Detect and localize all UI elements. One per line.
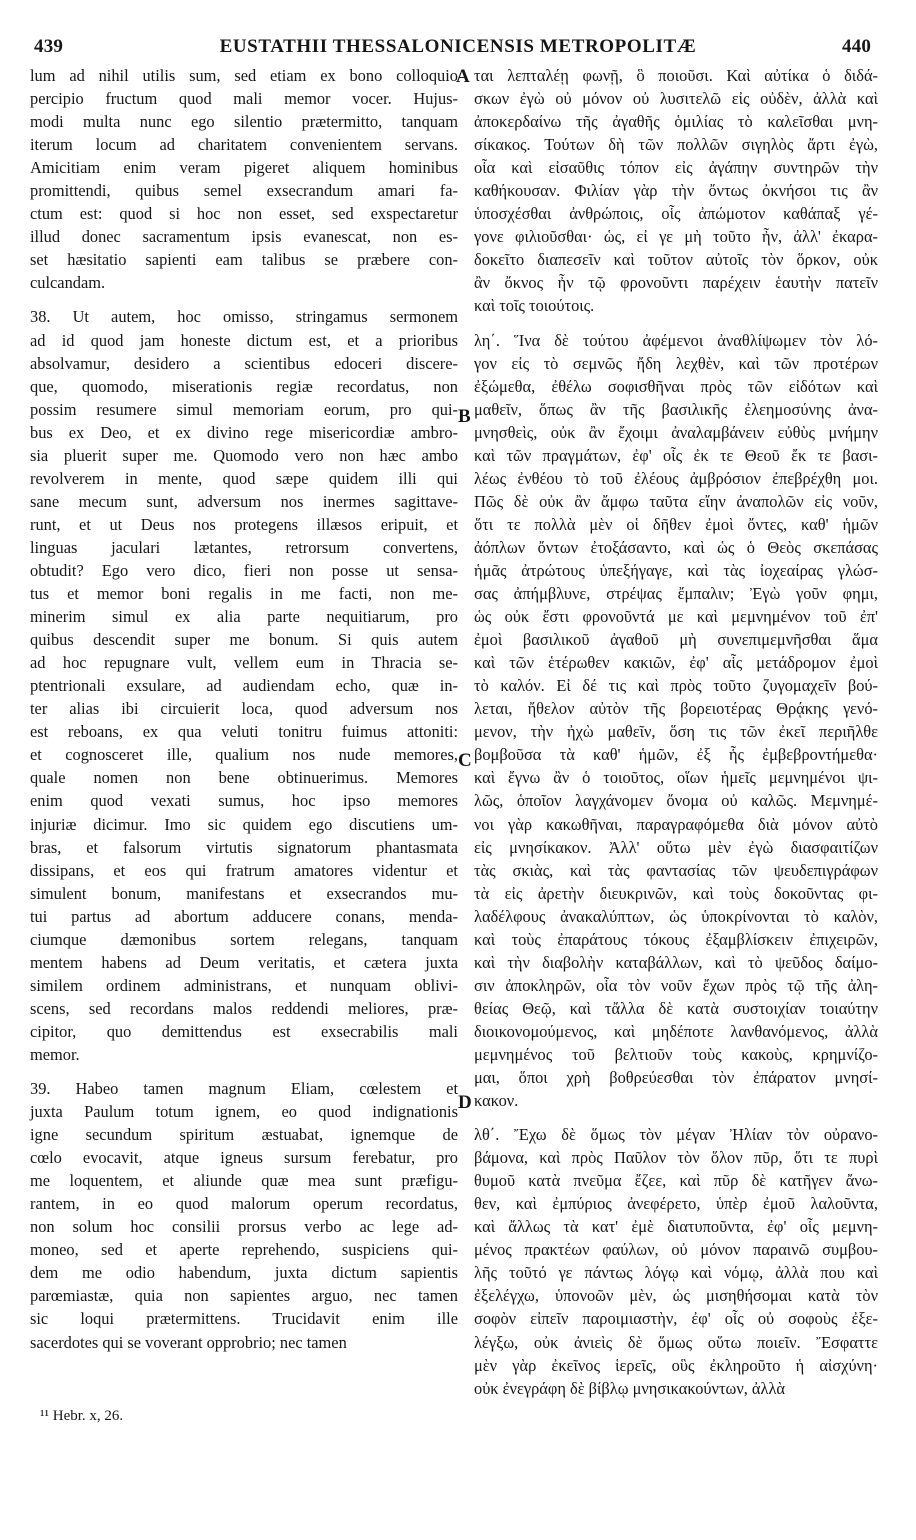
text-line: ὅτι τε πολλὰ μὲν οἱ δῆθεν ἐμοὶ ὄντες, καθ' ἡμῶν [474, 514, 878, 534]
text-line: καὶ τῶν πραγμάτων, ἐφ' οἷς ἐκ τε Θεοῦ ἔκ τε βασι- [474, 445, 878, 465]
text-line: Amicitiam enim veram pigeret aliquem hominibus [30, 158, 458, 178]
text-line: sia pluerit super me. Quomodo vero non hæc ambo [30, 445, 458, 465]
text-line: καὶ τὴν διαβολὴν καταβάλλων, καὶ τὸ ψεῦδος δαίμο- [474, 952, 878, 972]
text-line: iterum locum ad charitatem convenientem servans. [30, 135, 458, 155]
text-line: sic loqui prætermittens. Trucidavit enim ille [30, 1309, 458, 1329]
text-line: possim resumere simul memoriam eorum, pro qui- [30, 399, 458, 419]
text-line: καθήκουσαν. Φιλίαν γὰρ τὴν ὄντως ὀκνήσοι τις ἂν [474, 181, 878, 201]
latin-paragraph [30, 1077, 458, 1354]
text-line: λεται, ἤθελον αὐτὸν τῆς βορειοτέρας Θρᾴκης γενό- [474, 699, 878, 719]
text-line: καὶ ἔγνω ἂν ὁ τοιοῦτος, οἵων ἡμεῖς μεμνημένοι ψι- [474, 768, 878, 788]
text-line: sane mecum sunt, adversum nos inermes sagittave- [30, 491, 458, 511]
text-line: δοκεῖτο διαπεσεῖν καὶ τοῦτον αὐτοῖς τὸν ὅρκον, οὐκ [474, 250, 878, 270]
text-line: σοφὸν εἰπεῖν παροιμιαστὴν, ἐφ' οἷς οὐ σοφοὺς ἐξε- [474, 1309, 878, 1329]
text-line: λῶς, ὁποῖον λαγχάνομεν ὄνομα οὐ καλῶς. Μεμνημέ- [474, 791, 878, 811]
latin-paragraph [30, 64, 458, 294]
text-line: σας ἀπήμβλυνε, στρέψας ἔμπαλιν; Ἐγὼ γοῦν φημι, [474, 584, 878, 604]
text-line: enim quod vexati sumus, hoc ipso memores [30, 791, 458, 811]
text-line: ἡμᾶς ἀτρώτους ὑπεξήγαγε, καὶ τὰς ἰοχεαίρας γλώσ- [474, 560, 878, 580]
text-line: ἐμοὶ βασιλικοῦ ἀγαθοῦ μὴ συνεπιμεμνῆσθαι ἅμα [474, 630, 878, 650]
text-line: νοι γὰρ κακωθῆναι, παραγραφόμεθα διὰ μόνον αὐτὸ [474, 814, 878, 834]
text-line: 38. Ut autem, hoc omisso, stringamus sermonem [30, 307, 458, 327]
text-line: Πῶς δὲ οὐκ ἂν ἄμφω ταῦτα εἴην ἀναπολῶν εἰς νοῦν, [474, 491, 878, 511]
text-line: me loquentem, et aliunde quæ mea sunt præfigu- [30, 1171, 458, 1191]
paragraph-spacer [474, 318, 878, 329]
text-line: modi multa nunc ego silentio prætermitto, tanquam [30, 112, 458, 132]
text-line: μεμνημένος τοῦ βελτιοῦν τοὺς κακοὺς, κρημνίζο- [474, 1044, 878, 1064]
text-line: quibus descendit super me bonum. Si quis autem [30, 630, 458, 650]
text-line: memor. [30, 1044, 80, 1064]
text-line: sacerdotes qui se voverant opprobrio; nec tamen [30, 1332, 347, 1352]
page-number-right: 440 [842, 36, 872, 57]
text-line: tui partus ad abortum adducere conans, menda- [30, 906, 458, 926]
latin-paragraph [30, 305, 458, 1066]
text-line: revolverem in mente, quod sæpe quidem illi qui [30, 468, 458, 488]
text-line: quale nomen non bene obtinuerimus. Memores [30, 768, 458, 788]
text-line: καὶ ἄλλως τὰ κατ' ἐμὲ διατυποῦντα, ἐφ' οἷς μεμνη- [474, 1217, 878, 1237]
text-line: absolvamur, desidero a scientibus edoceri discere- [30, 353, 458, 373]
text-line: set hæsitatio sapienti eam talibus se præbere con- [30, 250, 458, 270]
text-line: ad hoc repugnare vult, vellem eum in Thracia se- [30, 653, 458, 673]
text-line: promittendi, quibus semel exsecrandum amari fa- [30, 181, 458, 201]
text-line: 39. Habeo tamen magnum Eliam, cœlestem et [30, 1079, 458, 1099]
text-line: γονε φιλιοῦσθαι· ὡς, εἰ γε μὴ τοῦτο ἦν, ἀλλ' ἐκαρα- [474, 227, 878, 247]
text-line: λέγξω, οὐκ ἀνιεὶς δὲ ὅμως οὕτω ποιεῖν. Ἔσφαττε [474, 1332, 878, 1352]
text-line: ἀόπλων ὄντων ἐτοξάσαντο, καὶ ὡς ὁ Θεὸς σκεπάσας [474, 537, 878, 557]
text-line: βομβοῦσα τὰ καθ' ἡμῶν, ἐξ ἧς ἐμβεβροντήμεθα· [474, 745, 878, 765]
text-line: bras, et falsorum virtutis signatorum phantasmata [30, 837, 458, 857]
text-line: juxta Paulum totum ignem, eo quod indignationis [30, 1102, 458, 1122]
page-number-left: 439 [34, 36, 64, 57]
text-line: et cognosceret ille, qualium nos nude memores, [30, 745, 458, 765]
text-line: ἐξώμεθα, ἐθέλω σοφισθῆναι πρὸς τῶν εἰδότων καὶ [474, 376, 878, 396]
text-line: est reboans, ex qua veluti tonitru fuimus attoniti: [30, 722, 458, 742]
text-line: igne secundum spiritum æstuabat, ignemque de [30, 1125, 458, 1145]
text-line: λῆς τοῦτό γε πάντως λόγῳ καὶ νόμῳ, ἀλλὰ που καὶ [474, 1263, 878, 1283]
margin-marker-c: C [458, 750, 472, 771]
text-line: οἷα καὶ εἰσαῦθις τόπον εἰς ἀγάπην συντηρῶν τὴν [474, 158, 878, 178]
text-line: λαδέλφους ἀνακαλύπτων, ὡς ὑποκρίνονται τὸ καλὸν, [474, 906, 878, 926]
text-line: que, quomodo, miserationis regiæ recordatus, non [30, 376, 458, 396]
text-line: parœmiastæ, quia non sapientes arguo, nec tamen [30, 1286, 458, 1306]
text-line: ται λεπταλέῃ φωνῇ, ὃ ποιοῦσι. Καὶ αὐτίκα ὁ διδά- [474, 66, 878, 85]
text-line: illud donec sacramentum ipsis evanescat, non es- [30, 227, 458, 247]
text-line: rantem, in eo quod malorum operum recordatus, [30, 1194, 458, 1214]
text-line: cœlo evocavit, atque igneus sursum ferebatur, pro [30, 1148, 458, 1168]
text-line: οὐκ ἐνεγράφη δὲ βίβλῳ μνησικακούντων, ἀλλὰ [474, 1378, 785, 1398]
text-line: moneo, sed et aperte reprehendo, suspiciens qui- [30, 1240, 458, 1260]
text-line: σιν ἀποκληρῶν, οἷα τὸν νοῦν ἔχων πρὸς τῷ τῆς ἀλη- [474, 975, 878, 995]
text-line: λέως ἐνθέου τὸ τοῦ ἐλέους ἀμβρόσιον ἐπεβρέχθη μοι. [474, 468, 878, 488]
text-line: γον εἰς τὸ σεμνῶς ἤδη λεχθὲν, καὶ τῶν προτέρων [474, 353, 878, 373]
paragraph-spacer [30, 294, 458, 305]
text-line: injuriæ dicimur. Imo sic quidem ego discutiens um- [30, 814, 458, 834]
text-line: obtudit? Ego vero dico, fieri non posse ut sensa- [30, 560, 458, 580]
text-line: lum ad nihil utilis sum, sed etiam ex bono colloquio [30, 66, 458, 85]
greek-paragraph [474, 329, 878, 1113]
text-line: θυμοῦ κατὰ πνεῦμα ἔζεε, καὶ πῦρ δὲ κατῆγεν ἄνω- [474, 1171, 878, 1191]
text-line: μενον, τὴν ἠχὼ μαθεῖν, ὅση τις τῶν ἐκεῖ περιῆλθε [474, 722, 878, 742]
text-line: ctum est: quod si hoc non esset, sed exspectaretur [30, 204, 458, 224]
text-line: linguas jaculari lætantes, retrorsum convertens, [30, 537, 458, 557]
text-line: dissipans, et eos qui fratrum amatores videntur et [30, 860, 458, 880]
text-line: similem ordinem administrans, et nunquam oblivi- [30, 975, 458, 995]
text-line: μαθεῖν, ὅπως ἂν τῆς βασιλικῆς ἐλεημοσύνης ἀνα- [474, 399, 878, 419]
text-line: mentem habens ad Deum veritatis, et cætera juxta [30, 952, 458, 972]
text-line: τὸ καλόν. Εἰ δέ τις καὶ πρὸς τοῦτο ζυγομαχεῖν βού- [474, 676, 878, 696]
text-line: εἰς μνησίκακον. Ἀλλ' οὕτω μὲν ἐγὼ διασφαιτίζων [474, 837, 878, 857]
text-line: dem me odio habendum, juxta dictum sapientis [30, 1263, 458, 1283]
text-line: μένος πρακτέων φαύλων, οὐ μόνον παραινῶ συμβου- [474, 1240, 878, 1260]
text-line: ad id quod jam honeste dictum est, et a prioribus [30, 330, 458, 350]
margin-marker-d: D [458, 1092, 472, 1113]
text-line: σκων ἐγὼ οὐ μόνον οὐ λυσιτελῶ εἰς οὐδὲν, ἀλλὰ καὶ [474, 89, 878, 109]
text-line: λη΄. Ἵνα δὲ τούτου ἀφέμενοι ἀναθλίψωμεν τὸν λό- [474, 330, 878, 350]
text-line: culcandam. [30, 273, 106, 293]
text-line: ὑποσχέσθαι ἀνθρώποις, οἷς ἀπώμοτον καθάπαξ γέ- [474, 204, 878, 224]
text-line: καὶ τοὺς ἐπαράτους τόκους ἐξαμβλίσκειν ἐπιχειρῶν, [474, 929, 878, 949]
greek-paragraph [474, 64, 878, 318]
text-line: ἂν ὄκνος ἦν τῷ φρονοῦντι παρέχειν ἑαυτὴν πατεῖν [474, 273, 878, 293]
paragraph-spacer [30, 1066, 458, 1077]
text-line: καὶ τῶν ἑτέρωθεν κακιῶν, ἐφ' αἷς μετάδρομον ἐμοὶ [474, 653, 878, 673]
text-line: ὡς οὐκ ἔστι φρονοῦντά με καὶ μεμνημένον τοῦ ἐπ' [474, 607, 878, 627]
text-line: ciumque dæmonibus sortem relegans, tanquam [30, 929, 458, 949]
text-line: διοικονομούμενος, καὶ μηδέποτε λανθανόμενος, ἀλλὰ [474, 1021, 878, 1041]
running-title: EUSTATHII THESSALONICENSIS METROPOLITÆ [219, 36, 697, 57]
paragraph-spacer [474, 1112, 878, 1123]
text-line: ter alias ibi circuierit loca, quod adversum nos [30, 699, 458, 719]
text-line: σίκακος. Τούτων δὴ τῶν πολλῶν σιγηλὸς ἄρτι ἐγὼ, [474, 135, 878, 155]
text-line: ἐξελέγχω, ὑπονοῶν μὲν, ὡς μισηθήσομαι κατὰ τὸν [474, 1286, 878, 1306]
text-line: runt, et ut Deus nos protegens illæsos eripuit, et [30, 514, 458, 534]
greek-column [474, 64, 878, 1400]
text-line: τὰς σκιὰς, καὶ τὰς φαντασίας τῶν ψευδεπιγράφων [474, 860, 878, 880]
margin-marker-b: B [458, 406, 471, 427]
text-line: θείας Θεῷ, καὶ τἄλλα δὲ κατὰ συστοιχίαν τοιαύτην [474, 998, 878, 1018]
text-line: θεν, καὶ ἐμπύριος ἀνεφέρετο, ὑπὲρ ἐμοῦ λαλοῦντα, [474, 1194, 878, 1214]
text-line: scens, sed recordans malos reddendi meliores, præ- [30, 998, 458, 1018]
text-line: simulent bonum, manifestans et exsecrandos mu- [30, 883, 458, 903]
text-line: non solum hoc consilii prorsus verbo ac lege ad- [30, 1217, 458, 1237]
text-line: βάμονα, καὶ πρὸς Παῦλον τὸν ὅλον πῦρ, ὅτι τε πυρὶ [474, 1148, 878, 1168]
text-line: cipitor, quo demittendus est exsecrabilis mali [30, 1021, 458, 1041]
text-line: minerim simul ex alia parte nequitiarum, pro [30, 607, 458, 627]
text-line: κακον. [474, 1091, 519, 1111]
greek-paragraph [474, 1123, 878, 1400]
margin-marker-a: A [456, 66, 470, 87]
text-line: ἀποκερδαίνω τῆς ἀγαθῆς ὁμιλίας τὸ καλεῖσθαι μνη- [474, 112, 878, 132]
text-line: καὶ τοῖς τοιούτοις. [474, 296, 595, 316]
text-line: λθ΄. Ἔχω δὲ ὅμως τὸν μέγαν Ἠλίαν τὸν οὐρανο- [474, 1125, 878, 1145]
text-line: μνησθεὶς, οὐκ ἂν ἔχοιμι ἀναλαμβάνειν εὐθὺς μνήμην [474, 422, 878, 442]
text-line: μαι, ὅποι χρὴ βοθρεύεσθαι τὸν ἐπάρατον μνησί- [474, 1068, 878, 1088]
latin-column [30, 64, 458, 1354]
text-line: ptentrionali exsulare, ad audiendam echo, quæ in- [30, 676, 458, 696]
text-line: μὲν γὰρ ἐκεῖνος ἱερεῖς, οὓς ἐκληροῦτο ἡ αἰσχύνη· [474, 1355, 878, 1375]
footnote: ¹¹ Hebr. x, 26. [40, 1408, 124, 1424]
text-line: tus et memor boni regalis in me facti, non me- [30, 584, 458, 604]
text-line: percipio fructum quod mali memor vocer. Hujus- [30, 89, 458, 109]
text-line: τὰ εἰς ἀρετὴν διευκρινῶν, καὶ τοὺς δοκοῦντας φι- [474, 883, 878, 903]
text-line: bus ex Deo, et ex divino rege misericordiæ ambro- [30, 422, 458, 442]
